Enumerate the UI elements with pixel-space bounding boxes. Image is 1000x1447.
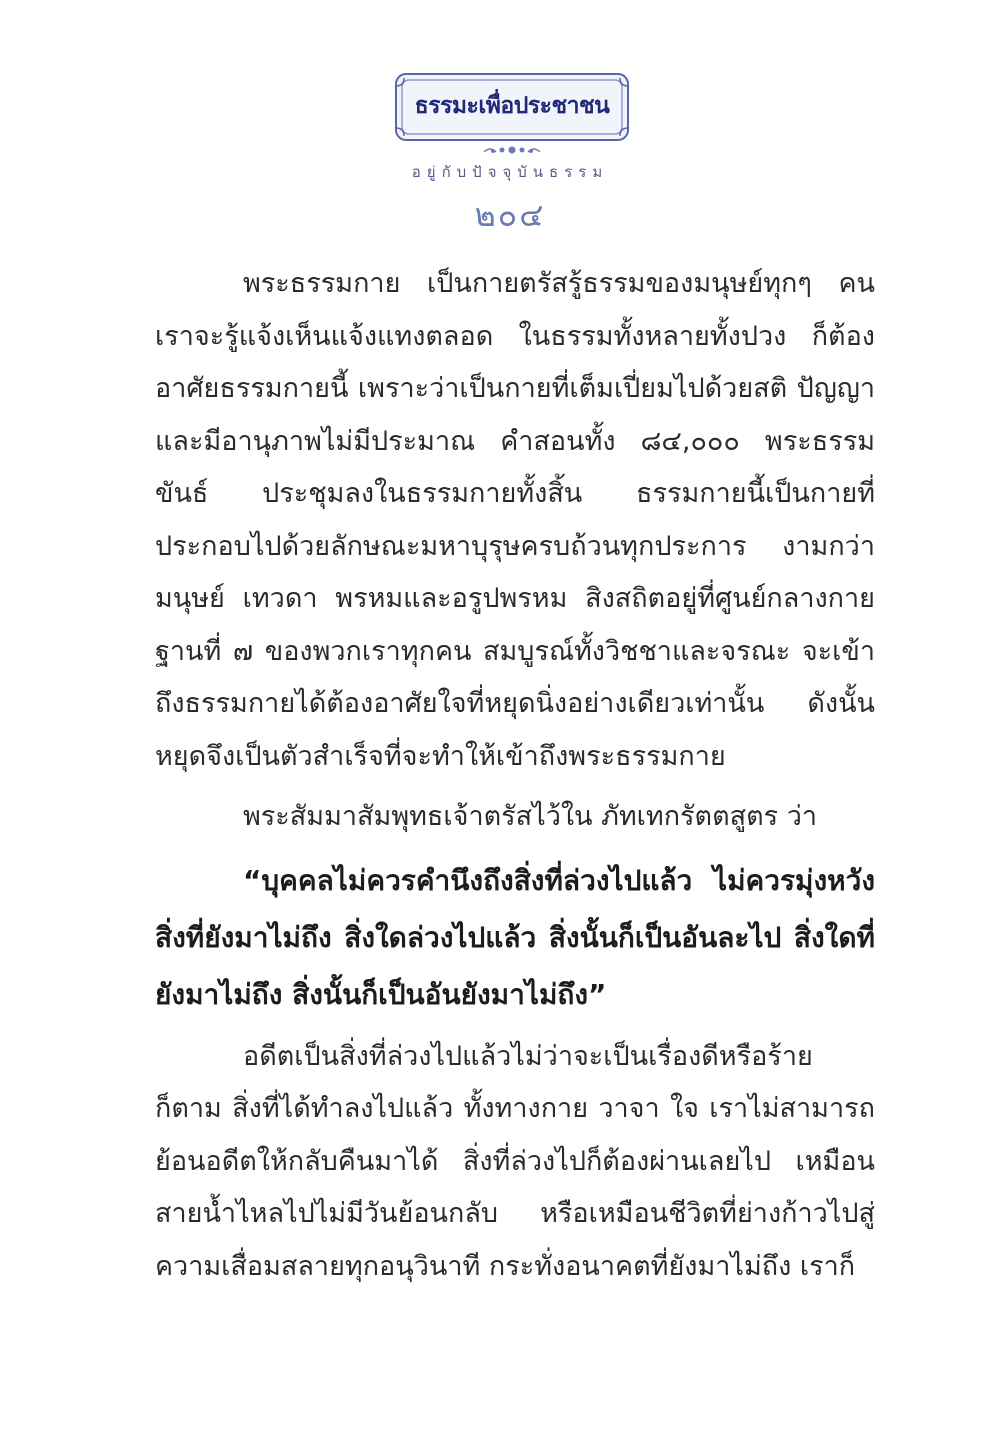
paragraph-1: พระธรรมกาย เป็นกายตรัสรู้ธรรมของมนุษย์ทุกๆ คน เราจะรู้แจ้งเห็นแจ้งแทงตลอด ในธรรมทั้งหลายทั้งปวง ก็ต้องอาศัยธรรมกายนี้ เพราะว่าเป็นกายที่เต็มเปี่ยมไปด้วยสติ ปัญญา และมีอานุภาพไม่มีประมาณ คำสอนทั้ง ๘๔,๐๐๐ พระธรรมขันธ์ ประชุมลงในธรรมกายทั้งสิ้น ธรรมกายนี้เป็นกายที่ประกอบไปด้วยลักษณะมหาบุรุษครบถ้วนทุกประการ งามกว่ามนุษย์ เทวดา พรหมและอรูปพรหม สิงสถิตอยู่ที่ศูนย์กลางกายฐานที่ ๗ ของพวกเราทุกคน สมบูรณ์ทั้งวิชชาและจรณะ จะเข้าถึงธรรมกายได้ต้องอาศัยใจที่หยุดนิ่งอย่างเดียวเท่านั้น ดังนั้น หยุดจึงเป็นตัวสำเร็จที่จะทำให้เข้าถึงพระธรรมกาย [155, 268, 875, 772]
paragraph-2: พระสัมมาสัมพุทธเจ้าตรัสไว้ใน ภัทเทกรัตตสูตร ว่า [243, 801, 818, 832]
series-title: อยู่กับปัจจุบันธรรม [411, 163, 609, 181]
buddha-quote: “บุคคลไม่ควรคำนึงถึงสิ่งที่ล่วงไปแล้ว ไม่ควรมุ่งหวังสิ่งที่ยังมาไม่ถึง สิ่งใดล่วงไปแล้ว สิ่งนั้นก็เป็นอันละไป สิ่งใดที่ยังมาไม่ถึง สิ่งนั้นก็เป็นอันยังมาไม่ถึง” [155, 863, 875, 1011]
body-text [155, 258, 875, 1293]
paragraph-3: อดีตเป็นสิ่งที่ล่วงไปแล้วไม่ว่าจะเป็นเรื่องดีหรือร้ายก็ตาม สิ่งที่ได้ทำลงไปแล้ว ทั้งทางกาย วาจา ใจ เราไม่สามารถย้อนอดีตให้กลับคืนมาได้ สิ่งที่ล่วงไปก็ต้องผ่านเลยไป เหมือนสายน้ำไหลไปไม่มีวันย้อนกลับ หรือเหมือนชีวิตที่ย่างก้าวไปสู่ความเสื่อมสลายทุกอนุวินาที กระทั่งอนาคตที่ยังมาไม่ถึง เราก็ [155, 1040, 875, 1282]
page-number: ๒๐๔ [474, 196, 546, 234]
series-logo [392, 70, 632, 162]
logo-text: ธรรมะเพื่อประชาชน [414, 93, 610, 119]
